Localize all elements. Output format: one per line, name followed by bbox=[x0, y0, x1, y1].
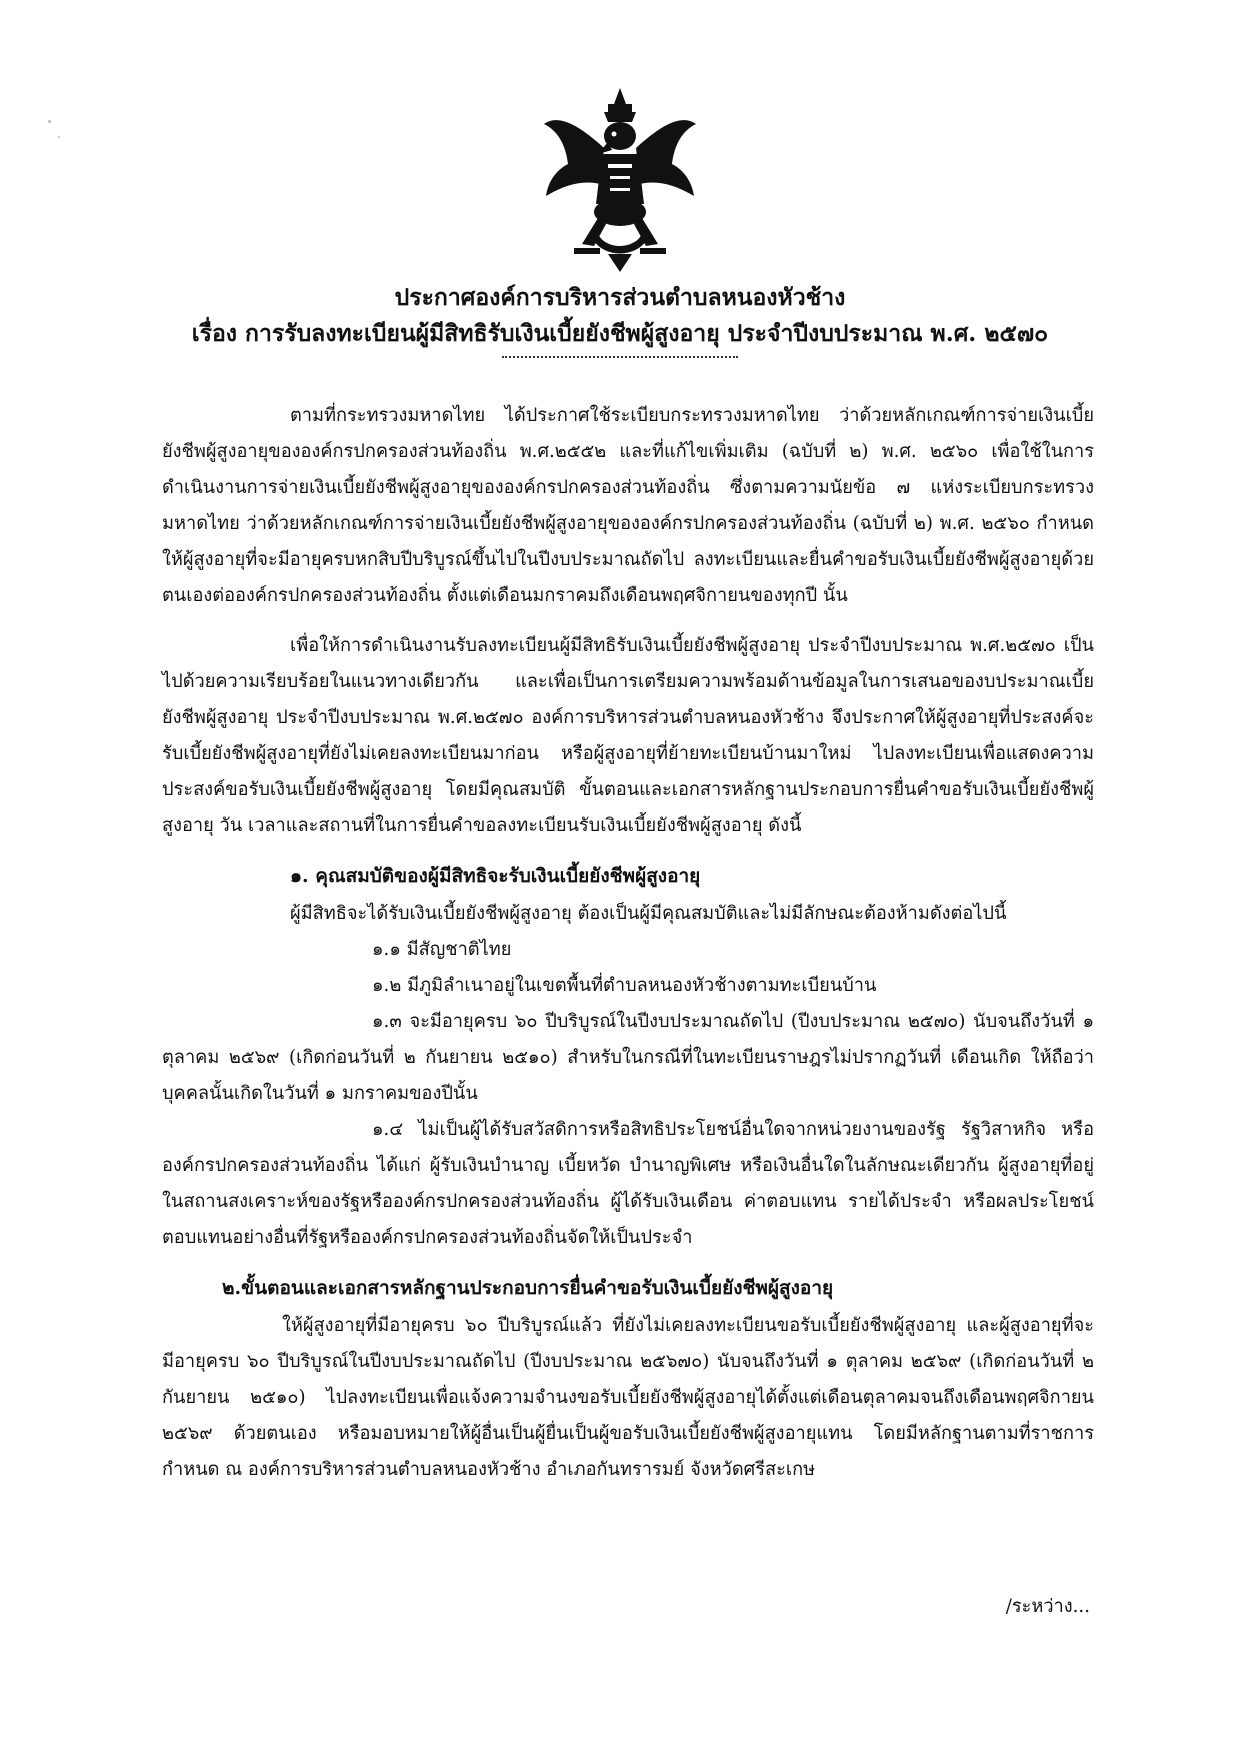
qualification-item-3: ๑.๓ จะมีอายุครบ ๖๐ ปีบริบูรณ์ในปีงบประมาณถัดไป (ปีงบประมาณ ๒๕๗๐) นับจนถึงวันที่ ๑ ตุลาคม ๒๕๖๙ (เกิดก่อนวันที่ ๒ กันยายน ๒๕๑๐) สำหรับในกรณีที่ในทะเบียนราษฎรไม่ปรากฏวันที่ เดือนเกิด ให้ถือว่าบุคคลนั้นเกิดในวันที่ ๑ มกราคมของปีนั้น bbox=[162, 1011, 1094, 1104]
section-2-body: ให้ผู้สูงอายุที่มีอายุครบ ๖๐ ปีบริบูรณ์แล้ว ที่ยังไม่เคยลงทะเบียนขอรับเบี้ยยังชีพผู้สูงอายุ และผู้สูงอายุที่จะมีอายุครบ ๖๐ ปีบริบูรณ์ในปีงบประมาณถัดไป (ปีงบประมาณ ๒๕๖๗๐) นับจนถึงวันที่ ๑ ตุลาคม ๒๕๖๙ (เกิดก่อนวันที่ ๒ กันยายน ๒๕๑๐) ไปลงทะเบียนเพื่อแจ้งความจำนงขอรับเบี้ยยังชีพผู้สูงอายุได้ตั้งแต่เดือนตุลาคมจนถึงเดือนพฤศจิกายน ๒๕๖๙ ด้วยตนเอง หรือมอบหมายให้ผู้อื่นเป็นผู้ยื่นเป็นผู้ขอรับเงินเบี้ยยังชีพผู้สูงอายุแทน โดยมีหลักฐานตามที่ราชการกำหนด ณ องค์การบริหารส่วนตำบลหนองหัวช้าง อำเภอกันทรารมย์ จังหวัดศรีสะเกษ bbox=[162, 1315, 1094, 1480]
section-1-heading: ๑. คุณสมบัติของผู้มีสิทธิจะรับเงินเบี้ยยังชีพผู้สูงอายุ bbox=[290, 865, 701, 887]
announcement-title bbox=[150, 280, 1090, 352]
qualification-item-1: ๑.๑ มีสัญชาติไทย bbox=[372, 939, 512, 960]
title-organization: ประกาศองค์การบริหารส่วนตำบลหนองหัวช้าง bbox=[394, 284, 846, 311]
qualification-item-4: ๑.๔ ไม่เป็นผู้ได้รับสวัสดิการหรือสิทธิประโยชน์อื่นใดจากหน่วยงานของรัฐ รัฐวิสาหกิจ หรือ องค์กรปกครองส่วนท้องถิ่น ได้แก่ ผู้รับเงินบำนาญ เบี้ยหวัด บำนาญพิเศษ หรือเงินอื่นใดในลักษณะเดียวกัน ผู้สูงอายุที่อยู่ในสถานสงเคราะห์ของรัฐหรือองค์กรปกครองส่วนท้องถิ่น ผู้ได้รับเงินเดือน ค่าตอบแทน รายได้ประจำ หรือผลประโยชน์ตอบแทนอย่างอื่นที่รัฐหรือองค์กรปกครองส่วนท้องถิ่นจัดให้เป็นประจำ bbox=[162, 1119, 1094, 1248]
paragraph-background: ตามที่กระทรวงมหาดไทย ได้ประกาศใช้ระเบียบกระทรวงมหาดไทย ว่าด้วยหลักเกณฑ์การจ่ายเงินเบี้ยยังชีพผู้สูงอายุขององค์กรปกครองส่วนท้องถิ่น พ.ศ.๒๕๕๒ และที่แก้ไขเพิ่มเติม (ฉบับที่ ๒) พ.ศ. ๒๕๖๐ เพื่อใช้ในการดำเนินงานการจ่ายเงินเบี้ยยังชีพผู้สูงอายุขององค์กรปกครองส่วนท้องถิ่น ซึ่งตามความนัยข้อ ๗ แห่งระเบียบกระทรวงมหาดไทย ว่าด้วยหลักเกณฑ์การจ่ายเงินเบี้ยยังชีพผู้สูงอายุขององค์กรปกครองส่วนท้องถิ่น (ฉบับที่ ๒) พ.ศ. ๒๕๖๐ กำหนดให้ผู้สูงอายุที่จะมีอายุครบหกสิบปีบริบูรณ์ขึ้นไปในปีงบประมาณถัดไป ลงทะเบียนและยื่นคำขอรับเงินเบี้ยยังชีพผู้สูงอายุด้วยตนเองต่อองค์กรปกครองส่วนท้องถิ่น ตั้งแต่เดือนมกราคมถึงเดือนพฤศจิกายนของทุกปี นั้น bbox=[162, 405, 1094, 606]
continued-marker: /ระหว่าง... bbox=[1005, 1596, 1090, 1617]
announcement-body bbox=[162, 398, 1094, 1502]
scan-speck bbox=[58, 136, 60, 138]
paragraph-purpose: เพื่อให้การดำเนินงานรับลงทะเบียนผู้มีสิทธิรับเงินเบี้ยยังชีพผู้สูงอายุ ประจำปีงบประมาณ พ.ศ.๒๕๗๐ เป็นไปด้วยความเรียบร้อยในแนวทางเดียวกัน และเพื่อเป็นการเตรียมความพร้อมด้านข้อมูลในการเสนอของบประมาณเบี้ยยังชีพผู้สูงอายุ ประจำปีงบประมาณ พ.ศ.๒๕๗๐ องค์การบริหารส่วนตำบลหนองหัวช้าง จึงประกาศให้ผู้สูงอายุที่ประสงค์จะรับเบี้ยยังชีพผู้สูงอายุที่ยังไม่เคยลงทะเบียนมาก่อน หรือผู้สูงอายุที่ย้ายทะเบียนบ้านมาใหม่ ไปลงทะเบียนเพื่อแสดงความประสงค์ขอรับเงินเบี้ยยังชีพผู้สูงอายุ โดยมีคุณสมบัติ ขั้นตอนและเอกสารหลักฐานประกอบการยื่นคำขอรับเงินเบี้ยยังชีพผู้สูงอายุ วัน เวลาและสถานที่ในการยื่นคำขอลงทะเบียนรับเงินเบี้ยยังชีพผู้สูงอายุ ดังนี้ bbox=[162, 635, 1094, 836]
qualification-item-2: ๑.๒ มีภูมิลำเนาอยู่ในเขตพื้นที่ตำบลหนองหัวช้างตามทะเบียนบ้าน bbox=[372, 975, 877, 996]
section-1-intro: ผู้มีสิทธิจะได้รับเงินเบี้ยยังชีพผู้สูงอายุ ต้องเป็นผู้มีคุณสมบัติและไม่มีลักษณะต้องห้ามดังต่อไปนี้ bbox=[290, 903, 1007, 924]
title-subject: เรื่อง การรับลงทะเบียนผู้มีสิทธิรับเงินเบี้ยยังชีพผู้สูงอายุ ประจำปีงบประมาณ พ.ศ. ๒๕๗๐ bbox=[191, 320, 1049, 347]
scan-speck bbox=[48, 120, 51, 123]
section-2-heading: ๒.ขั้นตอนและเอกสารหลักฐานประกอบการยื่นคำขอรับเงินเบี้ยยังชีพผู้สูงอายุ bbox=[222, 1277, 834, 1299]
garuda-emblem-icon bbox=[538, 84, 702, 274]
title-divider bbox=[502, 356, 738, 358]
